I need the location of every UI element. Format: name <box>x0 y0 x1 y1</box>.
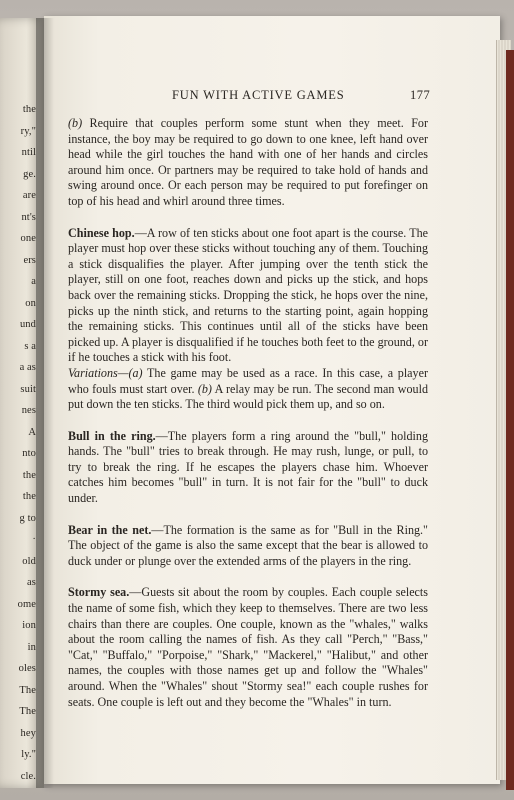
paragraph-gap <box>68 413 428 429</box>
previous-page-line-fragment: und <box>19 319 36 330</box>
paragraph-text: —A row of ten sticks about one foot apart is the course. The player must hop over these sticks without touching any of them. Touching a stick disqualifies the player. After jumping over the tenth stick the player, still on one foot, reaches down and picks up the stick, and hops back over the remaining sticks. Dropping the stick, he hops over the nine, picks up the ninth stick, and returns to the starting point, again hopping the remaining sticks. This continues until all of the sticks have been picked up. A player is disqualified if he touches both feet to the ground, or if he touches a stick with his foot. <box>68 225 428 365</box>
game-heading: Chinese hop. <box>68 225 135 240</box>
previous-page-line-fragment: old <box>22 555 36 567</box>
previous-page-line-fragment: nto <box>22 448 36 459</box>
previous-page-line-fragment: ion <box>22 620 36 631</box>
previous-page-line-fragment: oles <box>18 663 36 674</box>
previous-page-line-fragment: ly." <box>21 749 36 760</box>
previous-page-line-fragment: a as <box>19 362 36 373</box>
paragraph-text: —The formation is the same as for "Bull in the Ring." The object of the game is also the same except that the bear is allowed to duck under or plunge over the extended arms of the players in the ring. <box>68 522 428 568</box>
variations-label: Variations— <box>68 365 129 380</box>
previous-page-line-fragment: The <box>19 706 36 717</box>
paragraph-bear-in-the-net <box>68 523 428 570</box>
paragraph-text: A relay may be run. The second man would put down the ten sticks. The third would pick them up, and so on. <box>68 381 428 412</box>
paragraph-bull-in-the-ring <box>68 429 428 507</box>
previous-page-line-fragment: ers <box>23 254 36 266</box>
previous-page-line-fragment: g to <box>19 512 36 524</box>
running-title: FUN WITH ACTIVE GAMES <box>172 88 345 102</box>
paragraph-stunt-variation <box>68 116 428 210</box>
paragraph-text: Require that couples perform some stunt when they meet. For instance, the boy may be required to go down to one knee, left hand over head while the girl touches the hand with one of her hands and circles around him once. Or partners may be required to take hold of hands and swing around once. Or each person may be required to put forefinger on top of his head and whirl around three times. <box>68 116 428 208</box>
previous-page-line-fragment: are <box>22 190 36 201</box>
previous-page-line-fragment: the <box>22 104 36 115</box>
page-body <box>68 116 428 710</box>
paragraph-gap <box>68 569 428 585</box>
previous-page-line-fragment: ntil <box>21 147 36 158</box>
previous-page-line-fragment: hey <box>20 727 36 739</box>
previous-page-line-fragment: ry," <box>20 125 36 137</box>
game-heading: Bear in the net. <box>68 522 152 537</box>
previous-page-line-fragment: suit <box>20 383 36 395</box>
previous-page-line-fragment: ome <box>17 598 36 610</box>
previous-page-line-fragment: cle. <box>20 770 36 782</box>
previous-page-line-fragment: · <box>32 534 36 545</box>
game-heading: Stormy sea. <box>68 585 130 600</box>
game-heading: Bull in the ring. <box>68 428 156 443</box>
previous-page-line-fragment: nt's <box>21 211 36 223</box>
previous-page-line-fragment: on <box>25 297 36 309</box>
item-label: (b) <box>197 381 212 396</box>
page-number: 177 <box>410 88 431 102</box>
previous-page-line-fragment: the <box>22 469 36 481</box>
previous-page-line-fragment: A <box>28 426 36 438</box>
previous-page-line-fragment: the <box>22 491 36 502</box>
item-label: (a) <box>128 365 143 380</box>
paragraph-chinese-hop <box>68 226 428 366</box>
paragraph-gap <box>68 507 428 523</box>
item-label: (b) <box>68 116 83 130</box>
book-gutter <box>36 18 54 788</box>
previous-page-line-fragment: ge. <box>23 168 36 180</box>
previous-page-line-fragment: as <box>27 577 36 588</box>
paragraph-text: The game may be used as a race. In this case, a player who fouls must start over. <box>68 365 428 396</box>
previous-page-line-fragment: a <box>31 276 36 287</box>
paragraph-variations <box>68 366 428 413</box>
paragraph-text: —The players form a ring around the "bull," holding hands. The "bull" tries to break through. He may rush, lunge, or pull, to try to break the ring. If he escapes the players chase him. Whoever catches him becomes "bull" in turn. It is not fair for the "bull" to duck under. <box>68 428 428 506</box>
book-cover-edge <box>506 50 514 790</box>
previous-page-line-fragment: nes <box>21 405 36 416</box>
paragraph-gap <box>68 210 428 226</box>
previous-page-line-fragment: The <box>19 684 36 696</box>
previous-page-line-fragment: one <box>20 233 36 244</box>
paragraph-stormy-sea <box>68 585 428 710</box>
previous-page-line-fragment: s a <box>24 340 36 352</box>
previous-page-line-fragment: in <box>27 641 36 653</box>
paragraph-text: —Guests sit about the room by couples. Each couple selects the name of some fish, which they keep to themselves. There are two less chairs than there are couples. One couple, known as the "whales," walks about the room calling the names of fish. As they call "Perch," "Bass," "Cat," "Buffalo," "Porpoise," "Shark," "Mackerel," "Halibut," and other names, the couples with those names get up and follow the "Whales" around. When the "Whales" shout "Stormy sea!" each couple rushes for seats. One couple is left out and they become the "Whales" in turn. <box>68 585 428 709</box>
